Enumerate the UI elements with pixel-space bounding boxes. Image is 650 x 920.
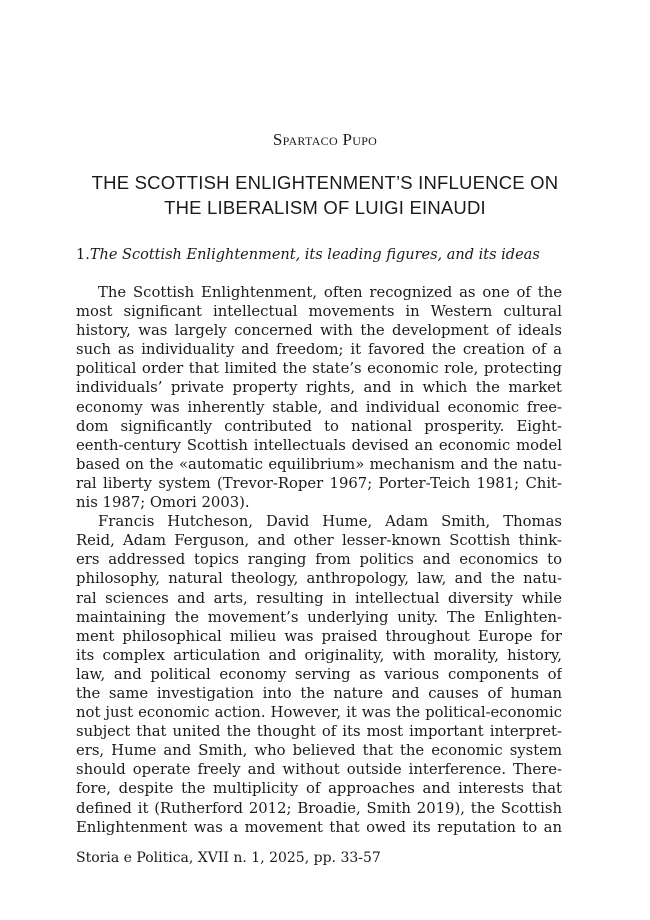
text-line: The Scottish Enlightenment, often recognized as one of the: [98, 284, 562, 301]
text-line: ral liberty system (Trevor-Roper 1967; Porter-Teich 1981; Chit-: [76, 474, 562, 492]
paragraph-1: [76, 283, 562, 512]
text-line: maintaining the movement’s underlying unity. The Enlighten-: [76, 608, 562, 626]
text-line: ers addressed topics ranging from politics and economics to: [76, 551, 562, 569]
text-line: law, and political economy serving as various components of: [76, 665, 562, 683]
text-line: eenth-century Scottish intellectuals devised an economic model: [76, 436, 562, 454]
text-line: most significant intellectual movements in Western cultural: [76, 303, 562, 321]
text-line: subject that united the thought of its most important interpret-: [76, 723, 562, 741]
title-line-1: THE SCOTTISH ENLIGHTENMENT’S INFLUENCE ON: [91, 172, 559, 193]
text-line: its complex articulation and originality, with morality, history,: [76, 646, 562, 664]
body-text: [76, 283, 562, 837]
text-line: the same investigation into the nature and causes of human: [76, 684, 562, 702]
text-line: fore, despite the multiplicity of approaches and interests that: [76, 780, 562, 798]
text-line: nis 1987; Omori 2003).: [76, 494, 250, 512]
text-line: ers, Hume and Smith, who believed that the economic system: [76, 742, 562, 760]
text-line: individuals’ private property rights, and in which the market: [76, 379, 562, 397]
text-line: should operate freely and without outside interference. There-: [76, 761, 562, 779]
text-line: Francis Hutcheson, David Hume, Adam Smith, Thomas: [98, 513, 562, 531]
text-line: such as individuality and freedom; it favored the creation of a: [76, 341, 562, 359]
text-line: philosophy, natural theology, anthropology, law, and the natu-: [76, 570, 562, 588]
author-name: Spartaco Pupo: [272, 130, 378, 149]
text-line: dom significantly contributed to national prosperity. Eight-: [76, 417, 562, 435]
text-line: political order that limited the state’s economic role, protecting: [76, 360, 562, 378]
journal-citation-footer: Storia e Politica, XVII n. 1, 2025, pp. 33-57: [76, 850, 381, 866]
text-line: defined it (Rutherford 2012; Broadie, Smith 2019), the Scottish: [76, 799, 562, 817]
section-title: The Scottish Enlightenment, its leading figures, and its ideas: [89, 247, 540, 263]
paragraph-2: [76, 512, 562, 837]
title-line-2: THE LIBERALISM OF LUIGI EINAUDI: [164, 197, 486, 218]
text-line: Reid, Adam Ferguson, and other lesser-known Scottish think-: [76, 532, 562, 550]
text-line: not just economic action. However, it was the political-economic: [76, 704, 562, 722]
section-number: 1.: [76, 247, 90, 263]
text-line: Enlightenment was a movement that owed its reputation to an: [76, 818, 562, 836]
text-line: based on the «automatic equilibrium» mechanism and the natu-: [76, 455, 562, 473]
text-line: ment philosophical milieu was praised throughout Europe for: [76, 627, 562, 645]
text-line: ral sciences and arts, resulting in intellectual diversity while: [76, 589, 562, 607]
text-line: history, was largely concerned with the development of ideals: [76, 322, 562, 340]
text-line: economy was inherently stable, and individual economic free-: [76, 398, 562, 416]
article-title: [60, 170, 590, 220]
section-heading: [76, 245, 576, 265]
